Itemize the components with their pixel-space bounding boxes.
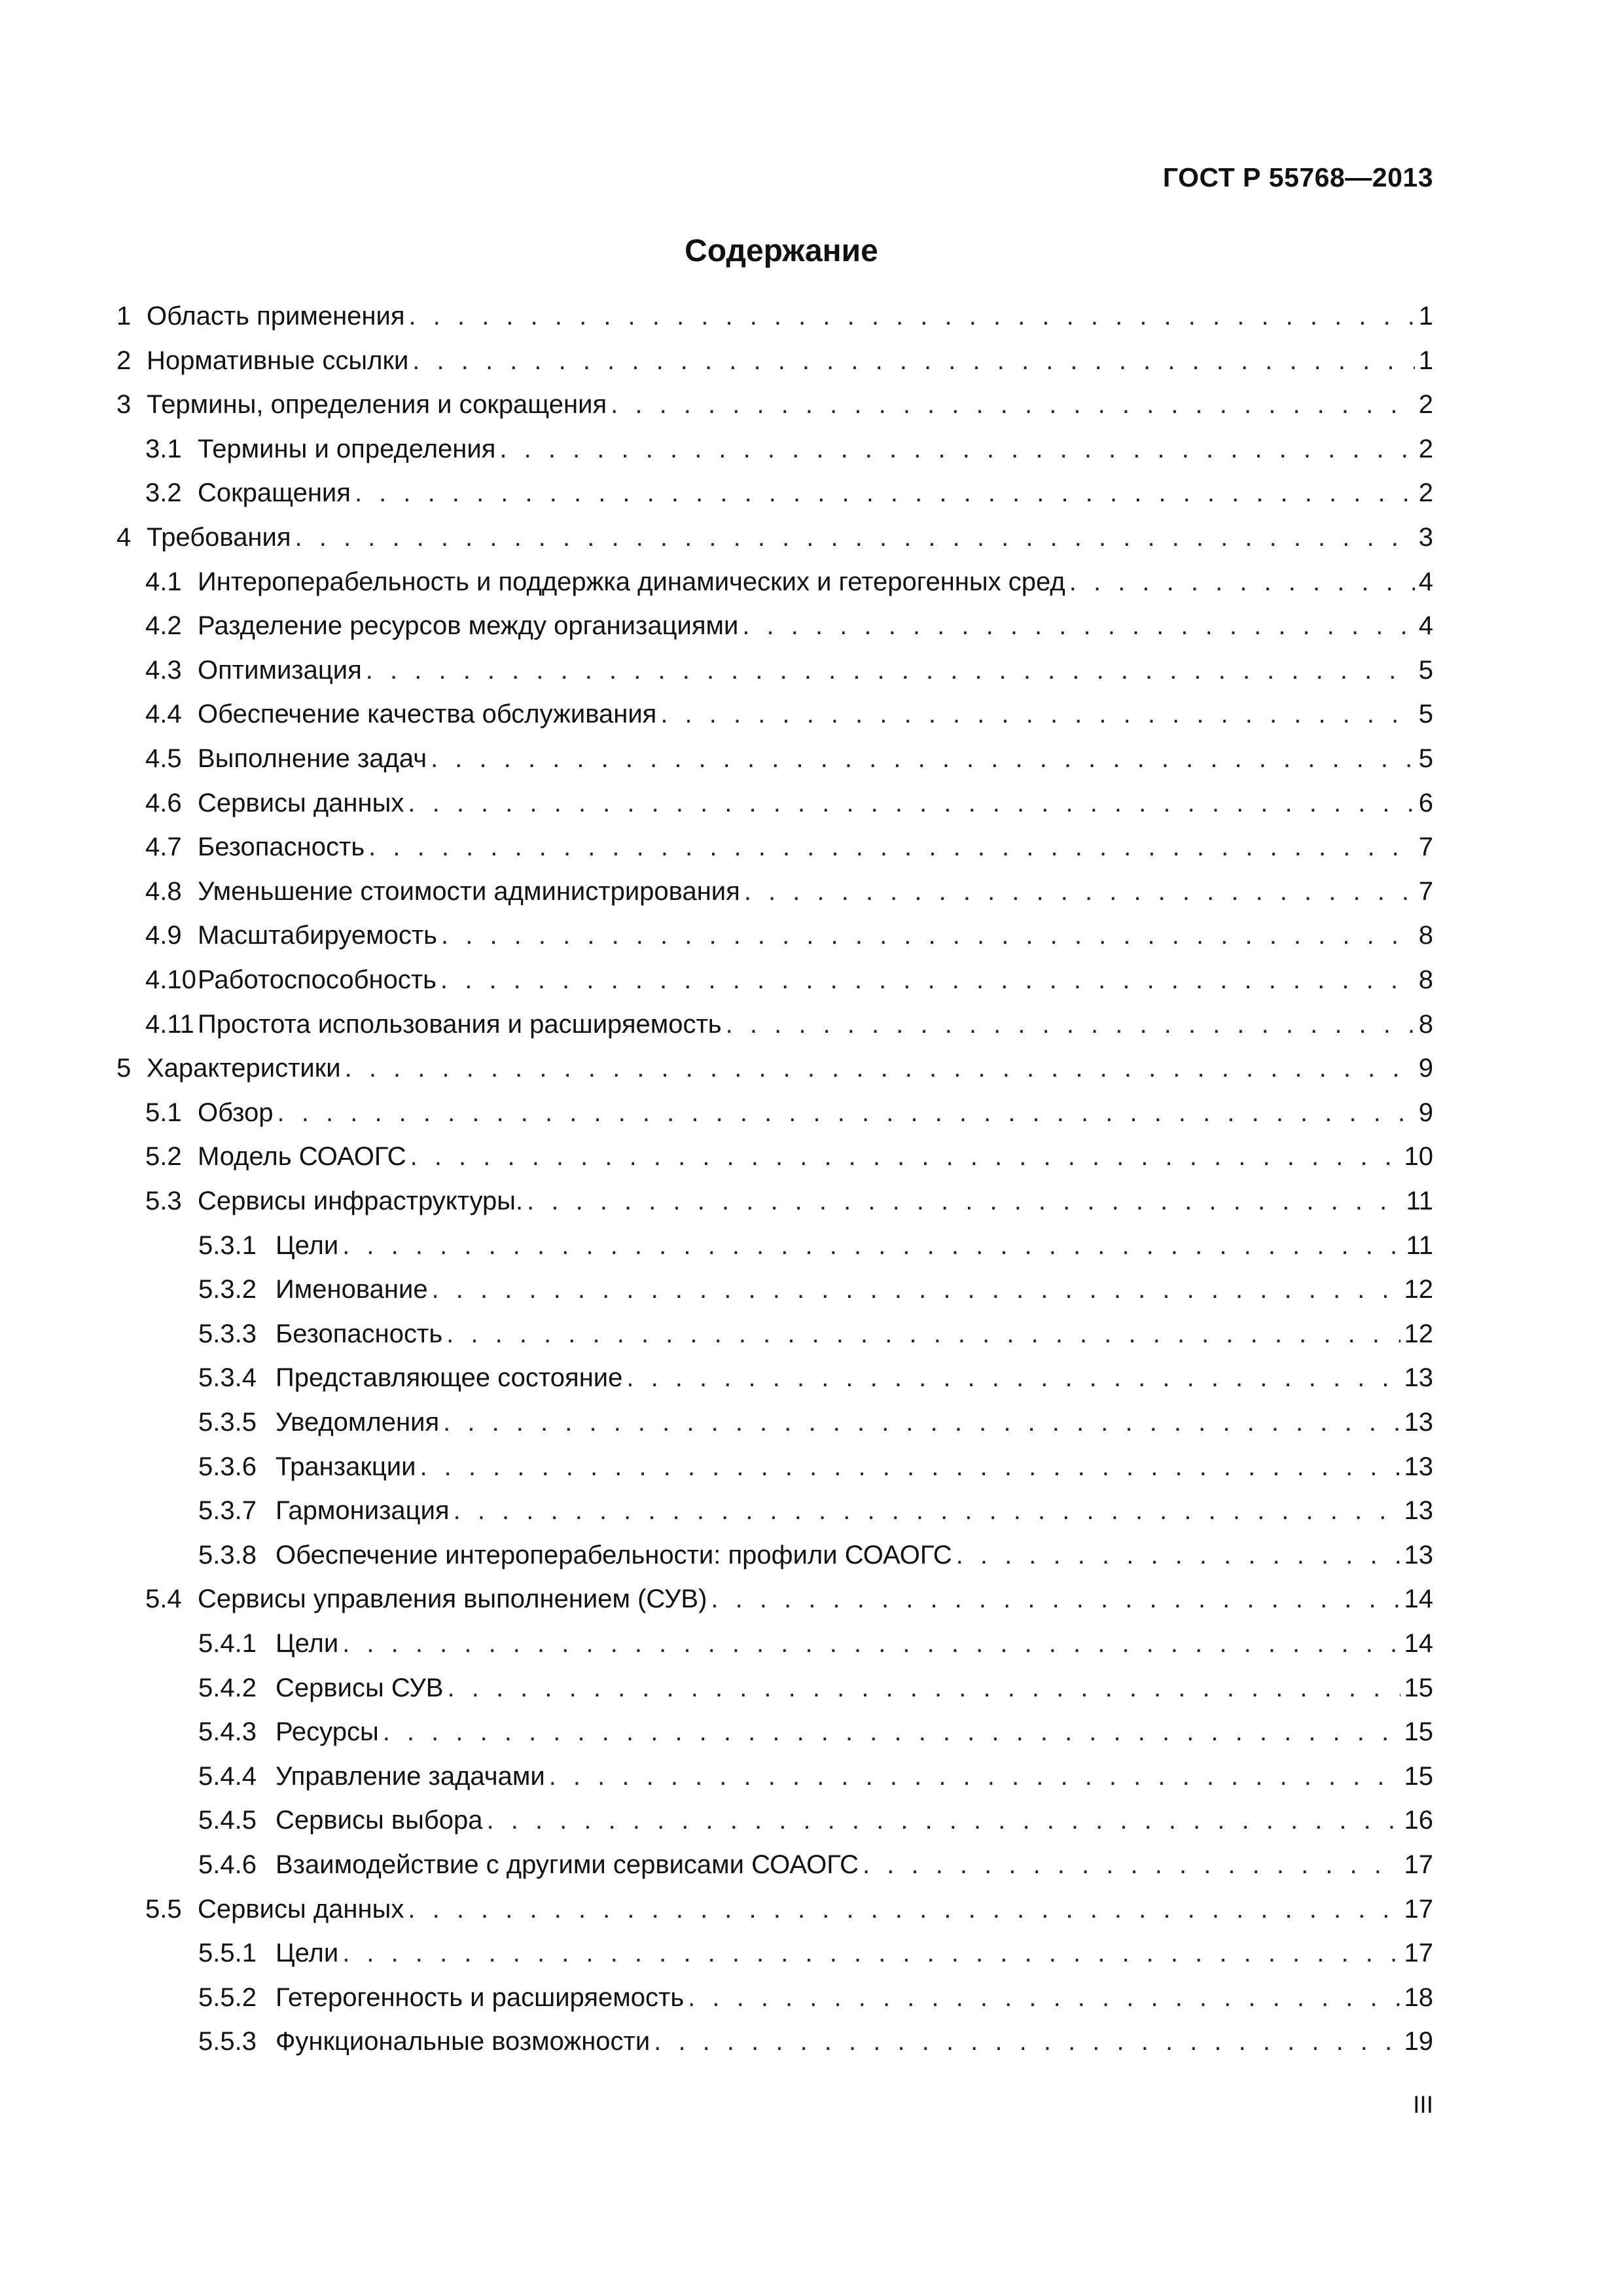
toc-entry-page: 5: [1418, 744, 1433, 773]
toc-entry-number: 4.10: [145, 965, 196, 994]
toc-entry-title: Сервисы инфраструктуры.: [198, 1187, 524, 1215]
toc-entry-title: Уменьшение стоимости администрирования: [198, 876, 740, 906]
toc-entry-title: Термины и определения: [198, 434, 496, 463]
dot-leader: [277, 1094, 1415, 1131]
toc-entry-page: 11: [1406, 1187, 1433, 1215]
toc-entry[interactable]: [198, 1758, 1433, 1795]
toc-entry[interactable]: [145, 785, 1433, 821]
toc-entry[interactable]: [198, 1227, 1433, 1264]
dot-leader: [440, 961, 1415, 998]
toc-entry-title: Транзакции: [276, 1452, 416, 1481]
toc-entry-page: 15: [1404, 1673, 1433, 1702]
toc-entry-page: 17: [1404, 1850, 1433, 1879]
toc-entry-title: Требования: [147, 523, 291, 552]
toc-entry-number: 4.6: [145, 788, 182, 817]
dot-leader: [660, 696, 1414, 732]
dot-leader: [366, 652, 1415, 689]
toc-entry-number: 5.3: [145, 1187, 182, 1215]
toc-entry-number: 4.5: [145, 744, 182, 773]
toc-entry-title: Выполнение задач: [198, 744, 427, 773]
toc-entry[interactable]: [145, 1006, 1433, 1043]
dot-leader: [410, 1138, 1400, 1175]
dot-leader: [408, 785, 1414, 821]
dot-leader: [486, 1802, 1400, 1839]
dot-leader: [956, 1537, 1400, 1573]
toc-entry-number: 5.4.3: [198, 1717, 257, 1747]
toc-entry-number: 4.1: [145, 567, 182, 596]
dot-leader: [342, 1935, 1400, 1971]
toc-entry-title: Представляющее состояние: [276, 1363, 623, 1393]
toc-entry-page: 5: [1418, 655, 1433, 685]
toc-entry-title: Взаимодействие с другими сервисами СОАОГС: [276, 1850, 859, 1879]
toc-entry-title: Простота использования и расширяемость: [198, 1009, 722, 1039]
toc-entry-title: Нормативные ссылки: [147, 346, 409, 375]
toc-entry[interactable]: [198, 1713, 1433, 1750]
dot-leader: [446, 1316, 1400, 1352]
toc-entry-number: 4.3: [145, 655, 182, 685]
toc-entry[interactable]: [116, 1050, 1433, 1086]
toc-entry-title: Функциональные возможности: [276, 2027, 651, 2056]
dot-leader: [443, 1404, 1400, 1441]
toc-entry[interactable]: [145, 873, 1433, 910]
toc-entry-page: 13: [1404, 1496, 1433, 1526]
toc-entry[interactable]: [198, 1935, 1433, 1971]
toc-entry[interactable]: [198, 1802, 1433, 1839]
toc-entry-number: 5.4: [145, 1585, 182, 1614]
toc-entry-page: 7: [1418, 833, 1433, 862]
dot-leader: [654, 2023, 1400, 2060]
toc-entry-title: Цели: [276, 1230, 339, 1260]
toc-entry[interactable]: [116, 298, 1433, 334]
toc-entry-page: 17: [1404, 1894, 1433, 1924]
toc-entry-title: Уведомления: [276, 1408, 440, 1437]
toc-entry-page: 1: [1418, 346, 1433, 375]
toc-entry-title: Цели: [276, 1939, 339, 1968]
dot-leader: [409, 298, 1415, 334]
toc-entry[interactable]: [198, 1448, 1433, 1485]
dot-leader: [611, 386, 1415, 423]
toc-entry[interactable]: [198, 1537, 1433, 1573]
toc-entry-page: 7: [1418, 876, 1433, 906]
toc-entry[interactable]: [145, 1581, 1433, 1617]
toc-entry-number: 5.4.4: [198, 1761, 257, 1791]
dot-leader: [742, 607, 1414, 644]
toc-entry-number: 5.1: [145, 1098, 182, 1127]
toc-entry-page: 9: [1418, 1098, 1433, 1127]
toc-entry-number: 5.4.5: [198, 1806, 257, 1835]
toc-entry-number: 4.4: [145, 700, 182, 729]
toc-entry[interactable]: [116, 519, 1433, 556]
toc-entry-title: Сервисы выбора: [276, 1806, 483, 1835]
toc-title: Содержание: [685, 234, 878, 268]
toc-entry-title: Обзор: [198, 1098, 274, 1127]
toc-entry-title: Безопасность: [276, 1319, 443, 1348]
toc-entry-number: 5.4.1: [198, 1629, 257, 1658]
toc-entry-page: 15: [1404, 1717, 1433, 1747]
toc-entry-title: Область применения: [147, 302, 405, 331]
toc-entry-number: 4.11: [145, 1009, 194, 1039]
toc-entry-page: 19: [1404, 2027, 1433, 2056]
toc-entry-number: 5.3.8: [198, 1540, 257, 1570]
dot-leader: [726, 1006, 1415, 1043]
toc-entry-title: Сервисы СУВ: [276, 1673, 444, 1702]
toc-entry[interactable]: [145, 431, 1433, 467]
toc-entry-title: Цели: [276, 1629, 339, 1658]
toc-entry-number: 5.3.3: [198, 1319, 257, 1348]
toc-entry-number: 3: [116, 390, 132, 420]
toc-entry-title: Сокращения: [198, 478, 351, 508]
toc-entry-page: 17: [1404, 1939, 1433, 1968]
toc-entry-number: 5: [116, 1054, 132, 1083]
toc-entry-page: 14: [1404, 1629, 1433, 1658]
toc-entry-number: 5.3.5: [198, 1408, 257, 1437]
toc-entry-page: 1: [1418, 302, 1433, 331]
toc-entry-page: 18: [1404, 1982, 1433, 2012]
dot-leader: [711, 1581, 1400, 1617]
toc-entry-number: 4.2: [145, 611, 182, 641]
toc-entry[interactable]: [198, 1359, 1433, 1396]
dot-leader: [412, 342, 1414, 379]
toc-entry[interactable]: [198, 1316, 1433, 1352]
dot-leader: [345, 1050, 1415, 1086]
toc-entry-title: Работоспособность: [198, 965, 437, 994]
toc-entry-number: 5.3.2: [198, 1275, 257, 1304]
toc-entry[interactable]: [145, 829, 1433, 865]
toc-entry-page: 13: [1404, 1540, 1433, 1570]
toc-entry-page: 12: [1404, 1319, 1433, 1348]
toc-entry-title: Ресурсы: [276, 1717, 379, 1747]
toc-entry-number: 5.4.2: [198, 1673, 257, 1702]
dot-leader: [355, 475, 1415, 511]
toc-entry-number: 3.2: [145, 478, 182, 508]
dot-leader: [383, 1713, 1400, 1750]
toc-entry[interactable]: [116, 342, 1433, 379]
toc-entry-page: 3: [1418, 523, 1433, 552]
toc-entry-title: Характеристики: [147, 1054, 341, 1083]
toc-entry-title: Обеспечение качества обслуживания: [198, 700, 657, 729]
toc-entry[interactable]: [198, 1271, 1433, 1308]
toc-entry[interactable]: [145, 607, 1433, 644]
toc-entry-page: 13: [1404, 1452, 1433, 1481]
toc-entry[interactable]: [198, 1670, 1433, 1706]
toc-entry-page: 4: [1418, 567, 1433, 596]
toc-entry[interactable]: [198, 1846, 1433, 1883]
toc-entry-title: Сервисы данных: [198, 1894, 404, 1924]
toc-entry[interactable]: [145, 564, 1433, 600]
toc-entry-number: 3.1: [145, 434, 182, 463]
toc-entry-page: 10: [1404, 1142, 1433, 1172]
toc-entry-page: 2: [1418, 478, 1433, 508]
toc-entry-page: 11: [1406, 1230, 1433, 1260]
toc-entry[interactable]: [198, 1492, 1433, 1529]
toc-entry-page: 8: [1418, 921, 1433, 950]
toc-entry-number: 5.3.4: [198, 1363, 257, 1393]
dot-leader: [549, 1758, 1400, 1795]
toc-entry-number: 5.5.2: [198, 1982, 257, 2012]
dot-leader: [454, 1492, 1400, 1529]
toc-entry-title: Гетерогенность и расширяемость: [276, 1982, 685, 2012]
toc-entry-title: Обеспечение интероперабельности: профили СОАОГС: [276, 1540, 952, 1570]
dot-leader: [688, 1979, 1400, 2016]
toc-entry-title: Модель СОАОГС: [198, 1142, 406, 1172]
toc-entry-page: 9: [1418, 1054, 1433, 1083]
toc-entry[interactable]: [145, 1183, 1433, 1219]
toc-entry[interactable]: [145, 1094, 1433, 1131]
dot-leader: [626, 1359, 1400, 1396]
toc-entry[interactable]: [198, 1625, 1433, 1662]
toc-entry-number: 1: [116, 302, 132, 331]
toc-entry[interactable]: [145, 740, 1433, 777]
toc-entry-title: Оптимизация: [198, 655, 362, 685]
dot-leader: [368, 829, 1415, 865]
toc-entry-page: 16: [1404, 1806, 1433, 1835]
toc-entry-page: 12: [1404, 1275, 1433, 1304]
toc-entry-number: 5.2: [145, 1142, 182, 1172]
toc-entry-page: 13: [1404, 1408, 1433, 1437]
toc-entry-title: Управление задачами: [276, 1761, 545, 1791]
dot-leader: [342, 1227, 1402, 1264]
toc-entry-title: Разделение ресурсов между организациями: [198, 611, 739, 641]
toc-entry-page: 14: [1404, 1585, 1433, 1614]
toc-entry-title: Безопасность: [198, 833, 365, 862]
toc-entry-number: 5.3.6: [198, 1452, 257, 1481]
toc-entry-number: 5.5.1: [198, 1939, 257, 1968]
dot-leader: [408, 1891, 1400, 1928]
toc-entry-title: Гармонизация: [276, 1496, 450, 1526]
toc-entry-number: 2: [116, 346, 132, 375]
dot-leader: [431, 740, 1415, 777]
toc-entry[interactable]: [116, 386, 1433, 423]
dot-leader: [447, 1670, 1400, 1706]
dot-leader: [527, 1183, 1402, 1219]
toc-entry[interactable]: [145, 696, 1433, 732]
toc-entry-number: 5.3.1: [198, 1230, 257, 1260]
toc-entry[interactable]: [145, 961, 1433, 998]
toc-entry-number: 5.4.6: [198, 1850, 257, 1879]
dot-leader: [419, 1448, 1400, 1485]
toc-entry[interactable]: [145, 1138, 1433, 1175]
toc-entry-title: Сервисы управления выполнением (СУВ): [198, 1585, 707, 1614]
dot-leader: [342, 1625, 1400, 1662]
toc-entry-title: Сервисы данных: [198, 788, 404, 817]
toc-entry-number: 4.9: [145, 921, 182, 950]
toc-entry-number: 5.5: [145, 1894, 182, 1924]
dot-leader: [1069, 564, 1415, 600]
toc-entry-title: Интероперабельность и поддержка динамических и гетерогенных сред: [198, 567, 1065, 596]
toc-entry-number: 4: [116, 523, 132, 552]
toc-entry-page: 8: [1418, 965, 1433, 994]
dot-leader: [441, 917, 1415, 954]
toc-entry-title: Именование: [276, 1275, 428, 1304]
toc-entry-page: 6: [1418, 788, 1433, 817]
toc-entry[interactable]: [145, 652, 1433, 689]
toc-entry[interactable]: [198, 2023, 1433, 2060]
toc-entry[interactable]: [198, 1404, 1433, 1441]
toc-entry[interactable]: [145, 917, 1433, 954]
page-number: III: [1413, 2091, 1433, 2118]
toc-entry-page: 13: [1404, 1363, 1433, 1393]
toc-entry[interactable]: [198, 1979, 1433, 2016]
toc-entry-number: 4.7: [145, 833, 182, 862]
toc-entry[interactable]: [145, 1891, 1433, 1928]
toc-entry-number: 5.3.7: [198, 1496, 257, 1526]
dot-leader: [744, 873, 1415, 910]
document-code: ГОСТ Р 55768—2013: [1162, 162, 1433, 192]
toc-entry-title: Термины, определения и сокращения: [147, 390, 607, 420]
toc-entry-page: 5: [1418, 700, 1433, 729]
dot-leader: [295, 519, 1415, 556]
toc-entry-page: 4: [1418, 611, 1433, 641]
dot-leader: [432, 1271, 1400, 1308]
dot-leader: [499, 431, 1414, 467]
toc-entry-page: 15: [1404, 1761, 1433, 1791]
dot-leader: [863, 1846, 1400, 1883]
toc-entry[interactable]: [145, 475, 1433, 511]
toc-entry-page: 8: [1418, 1009, 1433, 1039]
toc-entry-number: 5.5.3: [198, 2027, 257, 2056]
toc-entry-page: 2: [1418, 390, 1433, 420]
toc-entry-page: 2: [1418, 434, 1433, 463]
toc-entry-title: Масштабируемость: [198, 921, 437, 950]
toc-entry-number: 4.8: [145, 876, 182, 906]
